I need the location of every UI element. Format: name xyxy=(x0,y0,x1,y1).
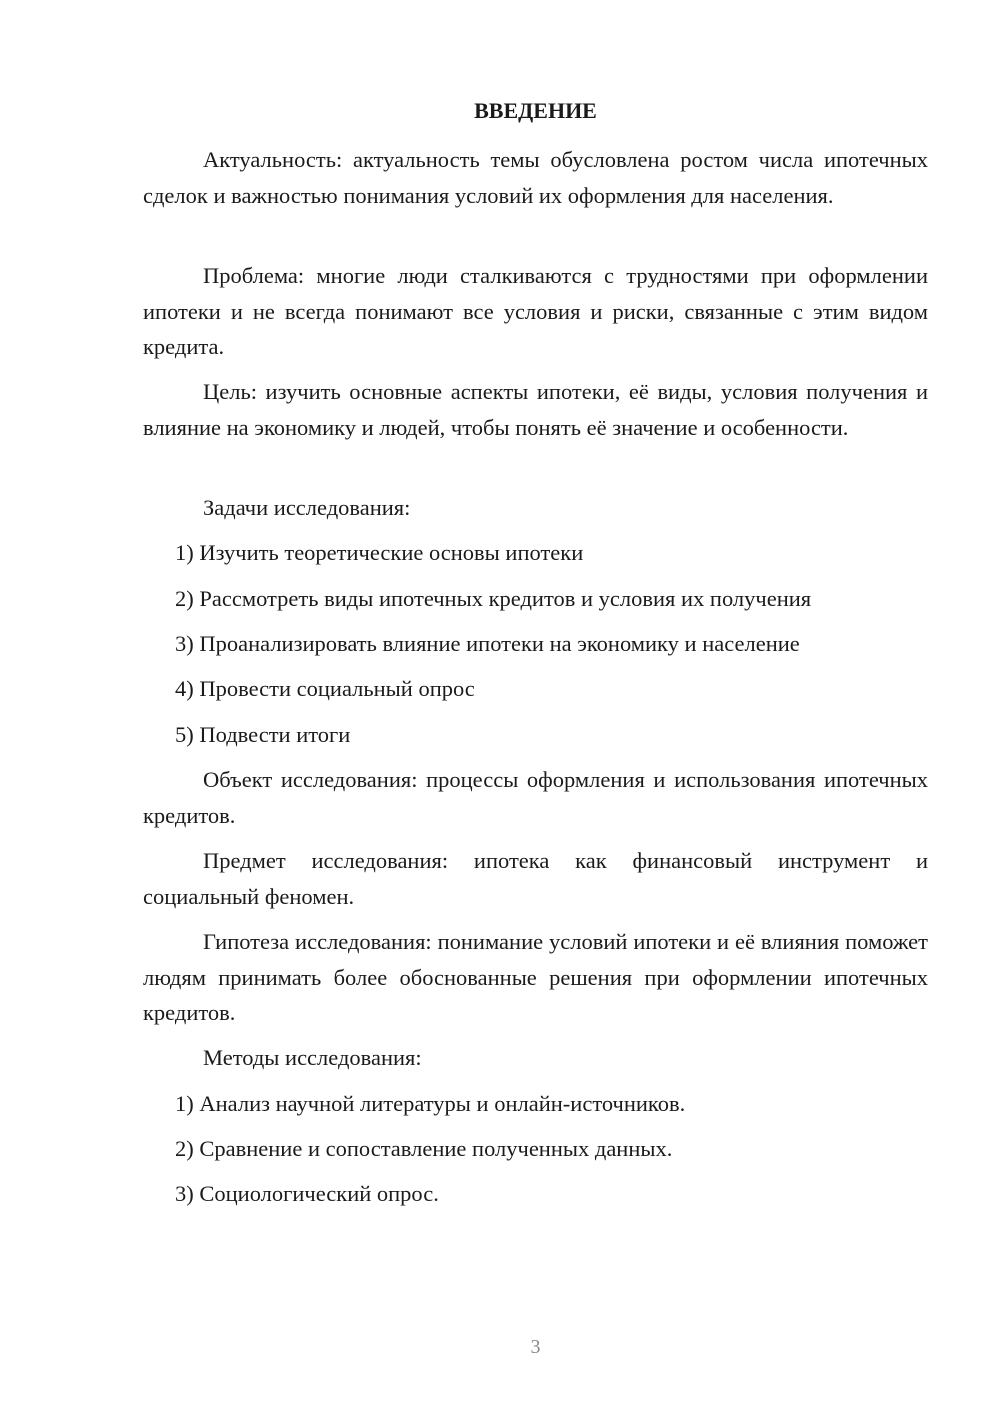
method-item: 3) Социологический опрос. xyxy=(175,1181,439,1206)
task-item: 3) Проанализировать влияние ипотеки на экономику и население xyxy=(175,631,800,656)
section-title: ВВЕДЕНИЕ xyxy=(474,98,597,123)
task-item: 4) Провести социальный опрос xyxy=(175,676,475,701)
hypothesis-paragraph: Гипотеза исследования: понимание условий ипотеки и её влияния поможет людям принимать более обоснованные решения при оформлении ипотечных кредитов. xyxy=(143,929,928,1025)
tasks-heading: Задачи исследования: xyxy=(203,495,411,520)
subject-paragraph: Предмет исследования: ипотека как финансовый инструмент и социальный феномен. xyxy=(143,848,928,909)
goal-paragraph: Цель: изучить основные аспекты ипотеки, её виды, условия получения и влияние на экономику и людей, чтобы понять её значение и особенности. xyxy=(143,379,928,440)
methods-heading: Методы исследования: xyxy=(203,1045,422,1070)
object-paragraph: Объект исследования: процессы оформления и использования ипотечных кредитов. xyxy=(143,767,928,828)
method-item: 1) Анализ научной литературы и онлайн-источников. xyxy=(175,1091,686,1116)
relevance-paragraph: Актуальность: актуальность темы обусловлена ростом числа ипотечных сделок и важностью понимания условий их оформления для населения. xyxy=(143,147,928,208)
page-number: 3 xyxy=(530,1336,541,1358)
problem-paragraph: Проблема: многие люди сталкиваются с трудностями при оформлении ипотеки и не всегда понимают все условия и риски, связанные с этим видом кредита. xyxy=(143,263,928,359)
document-page xyxy=(143,0,928,1414)
task-item: 2) Рассмотреть виды ипотечных кредитов и условия их получения xyxy=(175,586,812,611)
task-item: 1) Изучить теоретические основы ипотеки xyxy=(175,540,584,565)
task-item: 5) Подвести итоги xyxy=(175,722,351,747)
method-item: 2) Сравнение и сопоставление полученных данных. xyxy=(175,1136,673,1161)
